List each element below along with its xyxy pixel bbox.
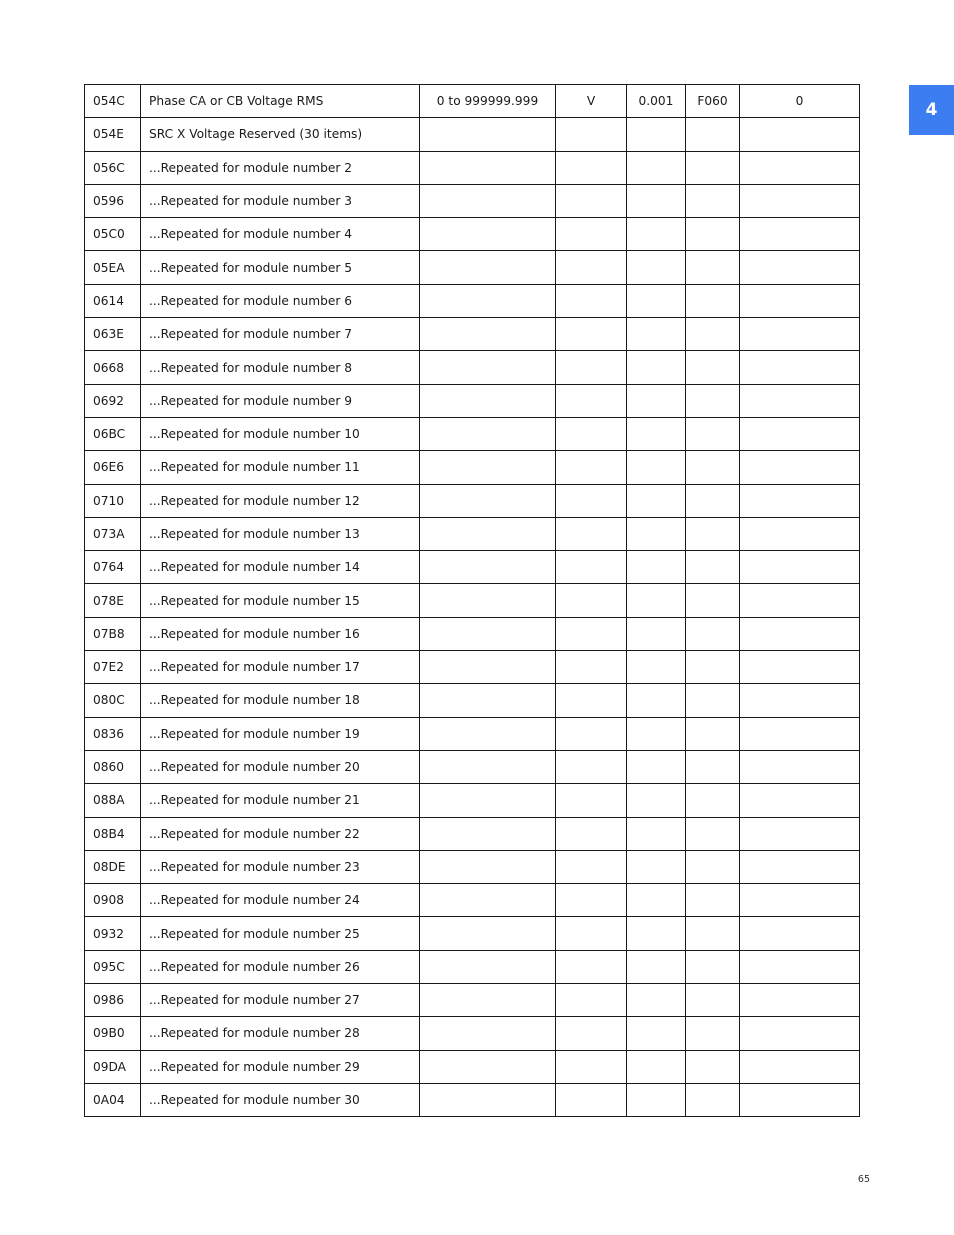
range-cell xyxy=(420,284,556,317)
default-cell xyxy=(740,251,860,284)
address-cell: 06E6 xyxy=(85,451,141,484)
address-cell: 0986 xyxy=(85,984,141,1017)
format-cell xyxy=(686,784,740,817)
address-cell: 0836 xyxy=(85,717,141,750)
units-cell xyxy=(556,384,627,417)
step-cell xyxy=(627,184,686,217)
range-cell xyxy=(420,151,556,184)
step-cell xyxy=(627,617,686,650)
default-cell xyxy=(740,451,860,484)
address-cell: 0692 xyxy=(85,384,141,417)
chapter-tab: 4 xyxy=(909,85,954,135)
address-cell: 088A xyxy=(85,784,141,817)
range-cell xyxy=(420,651,556,684)
address-cell: 09B0 xyxy=(85,1017,141,1050)
description-cell: ...Repeated for module number 2 xyxy=(141,151,420,184)
range-cell xyxy=(420,184,556,217)
format-cell xyxy=(686,1083,740,1116)
units-cell xyxy=(556,1050,627,1083)
step-cell xyxy=(627,884,686,917)
step-cell xyxy=(627,750,686,783)
table-row xyxy=(85,850,860,883)
step-cell xyxy=(627,684,686,717)
units-cell xyxy=(556,1083,627,1116)
step-cell xyxy=(627,318,686,351)
units-cell xyxy=(556,184,627,217)
units-cell xyxy=(556,917,627,950)
units-cell xyxy=(556,451,627,484)
format-cell xyxy=(686,284,740,317)
table-row xyxy=(85,684,860,717)
default-cell xyxy=(740,284,860,317)
table-row xyxy=(85,950,860,983)
range-cell xyxy=(420,484,556,517)
format-cell xyxy=(686,417,740,450)
table-row xyxy=(85,1017,860,1050)
format-cell xyxy=(686,817,740,850)
description-cell: ...Repeated for module number 20 xyxy=(141,750,420,783)
step-cell xyxy=(627,118,686,151)
range-cell xyxy=(420,384,556,417)
range-cell xyxy=(420,917,556,950)
address-cell: 07B8 xyxy=(85,617,141,650)
format-cell xyxy=(686,917,740,950)
range-cell xyxy=(420,517,556,550)
format-cell xyxy=(686,184,740,217)
table-row xyxy=(85,517,860,550)
address-cell: 0764 xyxy=(85,551,141,584)
range-cell xyxy=(420,717,556,750)
step-cell xyxy=(627,251,686,284)
table-row xyxy=(85,184,860,217)
default-cell xyxy=(740,118,860,151)
range-cell xyxy=(420,417,556,450)
table-row xyxy=(85,384,860,417)
format-cell xyxy=(686,118,740,151)
page-number: 65 xyxy=(857,1174,870,1185)
range-cell xyxy=(420,817,556,850)
format-cell xyxy=(686,351,740,384)
step-cell xyxy=(627,151,686,184)
format-cell xyxy=(686,950,740,983)
default-cell xyxy=(740,517,860,550)
units-cell xyxy=(556,351,627,384)
step-cell xyxy=(627,917,686,950)
units-cell xyxy=(556,551,627,584)
range-cell: 0 to 999999.999 xyxy=(420,85,556,118)
step-cell: 0.001 xyxy=(627,85,686,118)
description-cell: ...Repeated for module number 11 xyxy=(141,451,420,484)
default-cell xyxy=(740,984,860,1017)
format-cell: F060 xyxy=(686,85,740,118)
step-cell xyxy=(627,451,686,484)
register-table xyxy=(84,84,860,1117)
step-cell xyxy=(627,950,686,983)
table-row xyxy=(85,151,860,184)
table-row xyxy=(85,984,860,1017)
units-cell xyxy=(556,517,627,550)
units-cell xyxy=(556,584,627,617)
step-cell xyxy=(627,1017,686,1050)
range-cell xyxy=(420,684,556,717)
default-cell xyxy=(740,417,860,450)
table-row xyxy=(85,784,860,817)
range-cell xyxy=(420,451,556,484)
description-cell: ...Repeated for module number 6 xyxy=(141,284,420,317)
default-cell xyxy=(740,1017,860,1050)
default-cell xyxy=(740,684,860,717)
format-cell xyxy=(686,617,740,650)
units-cell xyxy=(556,118,627,151)
address-cell: 063E xyxy=(85,318,141,351)
units-cell xyxy=(556,717,627,750)
format-cell xyxy=(686,484,740,517)
format-cell xyxy=(686,750,740,783)
range-cell xyxy=(420,351,556,384)
address-cell: 0908 xyxy=(85,884,141,917)
step-cell xyxy=(627,284,686,317)
address-cell: 0614 xyxy=(85,284,141,317)
format-cell xyxy=(686,1050,740,1083)
default-cell xyxy=(740,1050,860,1083)
description-cell: ...Repeated for module number 30 xyxy=(141,1083,420,1116)
address-cell: 056C xyxy=(85,151,141,184)
address-cell: 080C xyxy=(85,684,141,717)
description-cell: ...Repeated for module number 22 xyxy=(141,817,420,850)
address-cell: 0932 xyxy=(85,917,141,950)
address-cell: 07E2 xyxy=(85,651,141,684)
default-cell xyxy=(740,584,860,617)
default-cell xyxy=(740,884,860,917)
address-cell: 054C xyxy=(85,85,141,118)
format-cell xyxy=(686,151,740,184)
default-cell xyxy=(740,717,860,750)
format-cell xyxy=(686,1017,740,1050)
description-cell: ...Repeated for module number 4 xyxy=(141,218,420,251)
table-row xyxy=(85,484,860,517)
step-cell xyxy=(627,1083,686,1116)
range-cell xyxy=(420,551,556,584)
format-cell xyxy=(686,218,740,251)
units-cell xyxy=(556,684,627,717)
address-cell: 08DE xyxy=(85,850,141,883)
step-cell xyxy=(627,517,686,550)
default-cell xyxy=(740,1083,860,1116)
units-cell xyxy=(556,784,627,817)
range-cell xyxy=(420,1050,556,1083)
format-cell xyxy=(686,651,740,684)
default-cell xyxy=(740,184,860,217)
format-cell xyxy=(686,551,740,584)
default-cell xyxy=(740,384,860,417)
address-cell: 08B4 xyxy=(85,817,141,850)
table-row xyxy=(85,284,860,317)
units-cell xyxy=(556,251,627,284)
format-cell xyxy=(686,684,740,717)
table-row xyxy=(85,551,860,584)
default-cell xyxy=(740,551,860,584)
units-cell xyxy=(556,750,627,783)
units-cell xyxy=(556,850,627,883)
default-cell xyxy=(740,817,860,850)
description-cell: ...Repeated for module number 8 xyxy=(141,351,420,384)
step-cell xyxy=(627,551,686,584)
description-cell: SRC X Voltage Reserved (30 items) xyxy=(141,118,420,151)
step-cell xyxy=(627,817,686,850)
format-cell xyxy=(686,984,740,1017)
table-row xyxy=(85,318,860,351)
description-cell: ...Repeated for module number 21 xyxy=(141,784,420,817)
range-cell xyxy=(420,1083,556,1116)
step-cell xyxy=(627,218,686,251)
range-cell xyxy=(420,118,556,151)
units-cell xyxy=(556,617,627,650)
table-row xyxy=(85,884,860,917)
table-row xyxy=(85,85,860,118)
step-cell xyxy=(627,351,686,384)
range-cell xyxy=(420,950,556,983)
table-row xyxy=(85,817,860,850)
table-row xyxy=(85,218,860,251)
range-cell xyxy=(420,584,556,617)
table-row xyxy=(85,417,860,450)
description-cell: ...Repeated for module number 25 xyxy=(141,917,420,950)
range-cell xyxy=(420,218,556,251)
step-cell xyxy=(627,651,686,684)
table-row xyxy=(85,617,860,650)
units-cell xyxy=(556,417,627,450)
range-cell xyxy=(420,984,556,1017)
default-cell xyxy=(740,950,860,983)
address-cell: 05C0 xyxy=(85,218,141,251)
description-cell: Phase CA or CB Voltage RMS xyxy=(141,85,420,118)
table-row xyxy=(85,717,860,750)
format-cell xyxy=(686,717,740,750)
step-cell xyxy=(627,984,686,1017)
description-cell: ...Repeated for module number 5 xyxy=(141,251,420,284)
default-cell: 0 xyxy=(740,85,860,118)
units-cell xyxy=(556,1017,627,1050)
table-row xyxy=(85,917,860,950)
table-row xyxy=(85,451,860,484)
address-cell: 073A xyxy=(85,517,141,550)
format-cell xyxy=(686,451,740,484)
table-row xyxy=(85,351,860,384)
description-cell: ...Repeated for module number 24 xyxy=(141,884,420,917)
units-cell xyxy=(556,284,627,317)
default-cell xyxy=(740,651,860,684)
address-cell: 0596 xyxy=(85,184,141,217)
units-cell xyxy=(556,884,627,917)
units-cell xyxy=(556,318,627,351)
format-cell xyxy=(686,384,740,417)
format-cell xyxy=(686,584,740,617)
range-cell xyxy=(420,784,556,817)
register-table-body xyxy=(85,85,860,1117)
default-cell xyxy=(740,151,860,184)
description-cell: ...Repeated for module number 28 xyxy=(141,1017,420,1050)
table-row xyxy=(85,584,860,617)
description-cell: ...Repeated for module number 10 xyxy=(141,417,420,450)
range-cell xyxy=(420,617,556,650)
units-cell xyxy=(556,817,627,850)
units-cell xyxy=(556,218,627,251)
range-cell xyxy=(420,884,556,917)
address-cell: 0710 xyxy=(85,484,141,517)
description-cell: ...Repeated for module number 29 xyxy=(141,1050,420,1083)
description-cell: ...Repeated for module number 26 xyxy=(141,950,420,983)
description-cell: ...Repeated for module number 9 xyxy=(141,384,420,417)
step-cell xyxy=(627,784,686,817)
default-cell xyxy=(740,917,860,950)
step-cell xyxy=(627,1050,686,1083)
format-cell xyxy=(686,318,740,351)
description-cell: ...Repeated for module number 27 xyxy=(141,984,420,1017)
format-cell xyxy=(686,251,740,284)
units-cell: V xyxy=(556,85,627,118)
address-cell: 05EA xyxy=(85,251,141,284)
description-cell: ...Repeated for module number 23 xyxy=(141,850,420,883)
default-cell xyxy=(740,484,860,517)
step-cell xyxy=(627,850,686,883)
description-cell: ...Repeated for module number 19 xyxy=(141,717,420,750)
address-cell: 06BC xyxy=(85,417,141,450)
default-cell xyxy=(740,218,860,251)
step-cell xyxy=(627,484,686,517)
table-row xyxy=(85,1083,860,1116)
default-cell xyxy=(740,750,860,783)
range-cell xyxy=(420,251,556,284)
units-cell xyxy=(556,484,627,517)
address-cell: 09DA xyxy=(85,1050,141,1083)
default-cell xyxy=(740,318,860,351)
step-cell xyxy=(627,384,686,417)
description-cell: ...Repeated for module number 18 xyxy=(141,684,420,717)
description-cell: ...Repeated for module number 14 xyxy=(141,551,420,584)
range-cell xyxy=(420,750,556,783)
step-cell xyxy=(627,717,686,750)
description-cell: ...Repeated for module number 16 xyxy=(141,617,420,650)
step-cell xyxy=(627,584,686,617)
units-cell xyxy=(556,151,627,184)
format-cell xyxy=(686,517,740,550)
range-cell xyxy=(420,318,556,351)
default-cell xyxy=(740,850,860,883)
description-cell: ...Repeated for module number 7 xyxy=(141,318,420,351)
description-cell: ...Repeated for module number 15 xyxy=(141,584,420,617)
table-row xyxy=(85,118,860,151)
default-cell xyxy=(740,351,860,384)
address-cell: 0A04 xyxy=(85,1083,141,1116)
table-row xyxy=(85,651,860,684)
units-cell xyxy=(556,984,627,1017)
format-cell xyxy=(686,850,740,883)
table-row xyxy=(85,1050,860,1083)
address-cell: 0860 xyxy=(85,750,141,783)
description-cell: ...Repeated for module number 13 xyxy=(141,517,420,550)
range-cell xyxy=(420,1017,556,1050)
table-row xyxy=(85,251,860,284)
address-cell: 0668 xyxy=(85,351,141,384)
address-cell: 078E xyxy=(85,584,141,617)
default-cell xyxy=(740,784,860,817)
description-cell: ...Repeated for module number 17 xyxy=(141,651,420,684)
description-cell: ...Repeated for module number 12 xyxy=(141,484,420,517)
step-cell xyxy=(627,417,686,450)
range-cell xyxy=(420,850,556,883)
address-cell: 095C xyxy=(85,950,141,983)
format-cell xyxy=(686,884,740,917)
address-cell: 054E xyxy=(85,118,141,151)
units-cell xyxy=(556,651,627,684)
description-cell: ...Repeated for module number 3 xyxy=(141,184,420,217)
units-cell xyxy=(556,950,627,983)
table-row xyxy=(85,750,860,783)
default-cell xyxy=(740,617,860,650)
